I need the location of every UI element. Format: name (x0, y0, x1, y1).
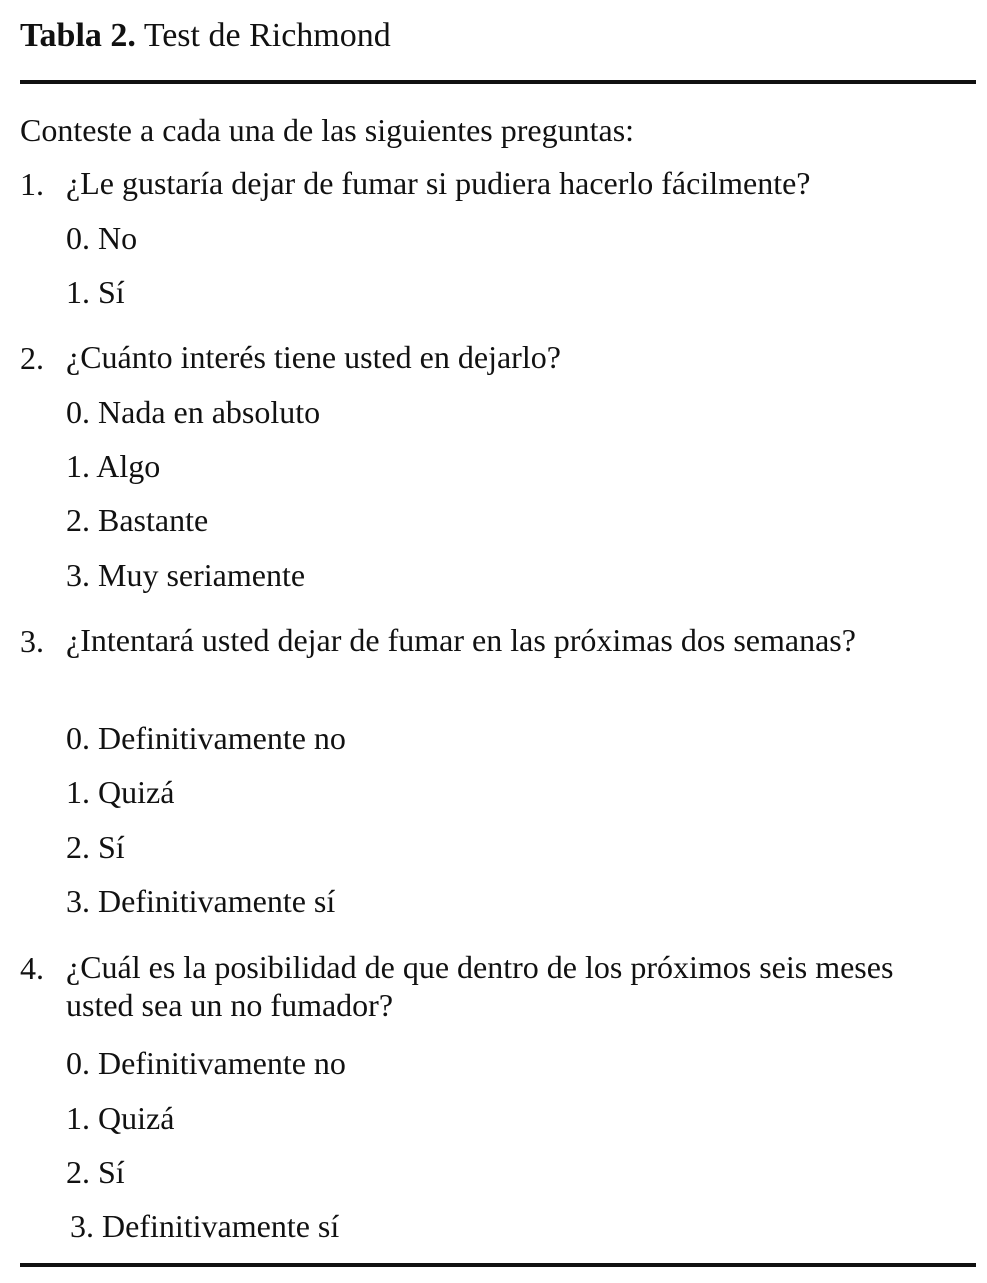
option-item: 0. Definitivamente no (66, 720, 346, 756)
caption-label: Tabla 2. (20, 17, 136, 54)
question-text: ¿Intentará usted dejar de fumar en las próximas dos semanas? (66, 622, 856, 658)
question-2 (20, 338, 976, 378)
option-item: 2. Bastante (66, 502, 209, 538)
question-4 (20, 948, 976, 1028)
question-number: 2. (20, 340, 44, 376)
option-item: 0. Nada en absoluto (66, 394, 321, 430)
question-number: 3. (20, 623, 44, 659)
option-item: 1. Algo (66, 448, 161, 484)
question-text: ¿Cuánto interés tiene usted en dejarlo? (66, 339, 561, 375)
top-rule (20, 80, 976, 84)
intro-text: Conteste a cada una de las siguientes preguntas: (20, 112, 635, 148)
option-item: 0. Definitivamente no (66, 1045, 346, 1081)
question-number: 1. (20, 166, 44, 202)
option-item: 1. Quizá (66, 1100, 175, 1136)
table-caption (20, 12, 391, 60)
option-item: 3. Muy seriamente (66, 557, 306, 593)
option-item: 1. Sí (66, 274, 125, 310)
question-3 (20, 621, 976, 701)
question-number: 4. (20, 950, 44, 986)
option-item: 1. Quizá (66, 774, 175, 810)
option-item: 2. Sí (66, 1154, 125, 1190)
option-item: 0. No (66, 220, 138, 256)
caption-title: Test de Richmond (143, 17, 391, 54)
question-text: ¿Le gustaría dejar de fumar si pudiera hacerlo fácilmente? (66, 165, 811, 201)
option-item: 2. Sí (66, 829, 125, 865)
question-text: ¿Cuál es la posibilidad de que dentro de los próximos seis meses usted sea un no fumador? (66, 949, 894, 1023)
question-1 (20, 164, 976, 204)
option-item: 3. Definitivamente sí (66, 883, 336, 919)
option-item: 3. Definitivamente sí (70, 1208, 340, 1244)
bottom-rule (20, 1263, 976, 1267)
